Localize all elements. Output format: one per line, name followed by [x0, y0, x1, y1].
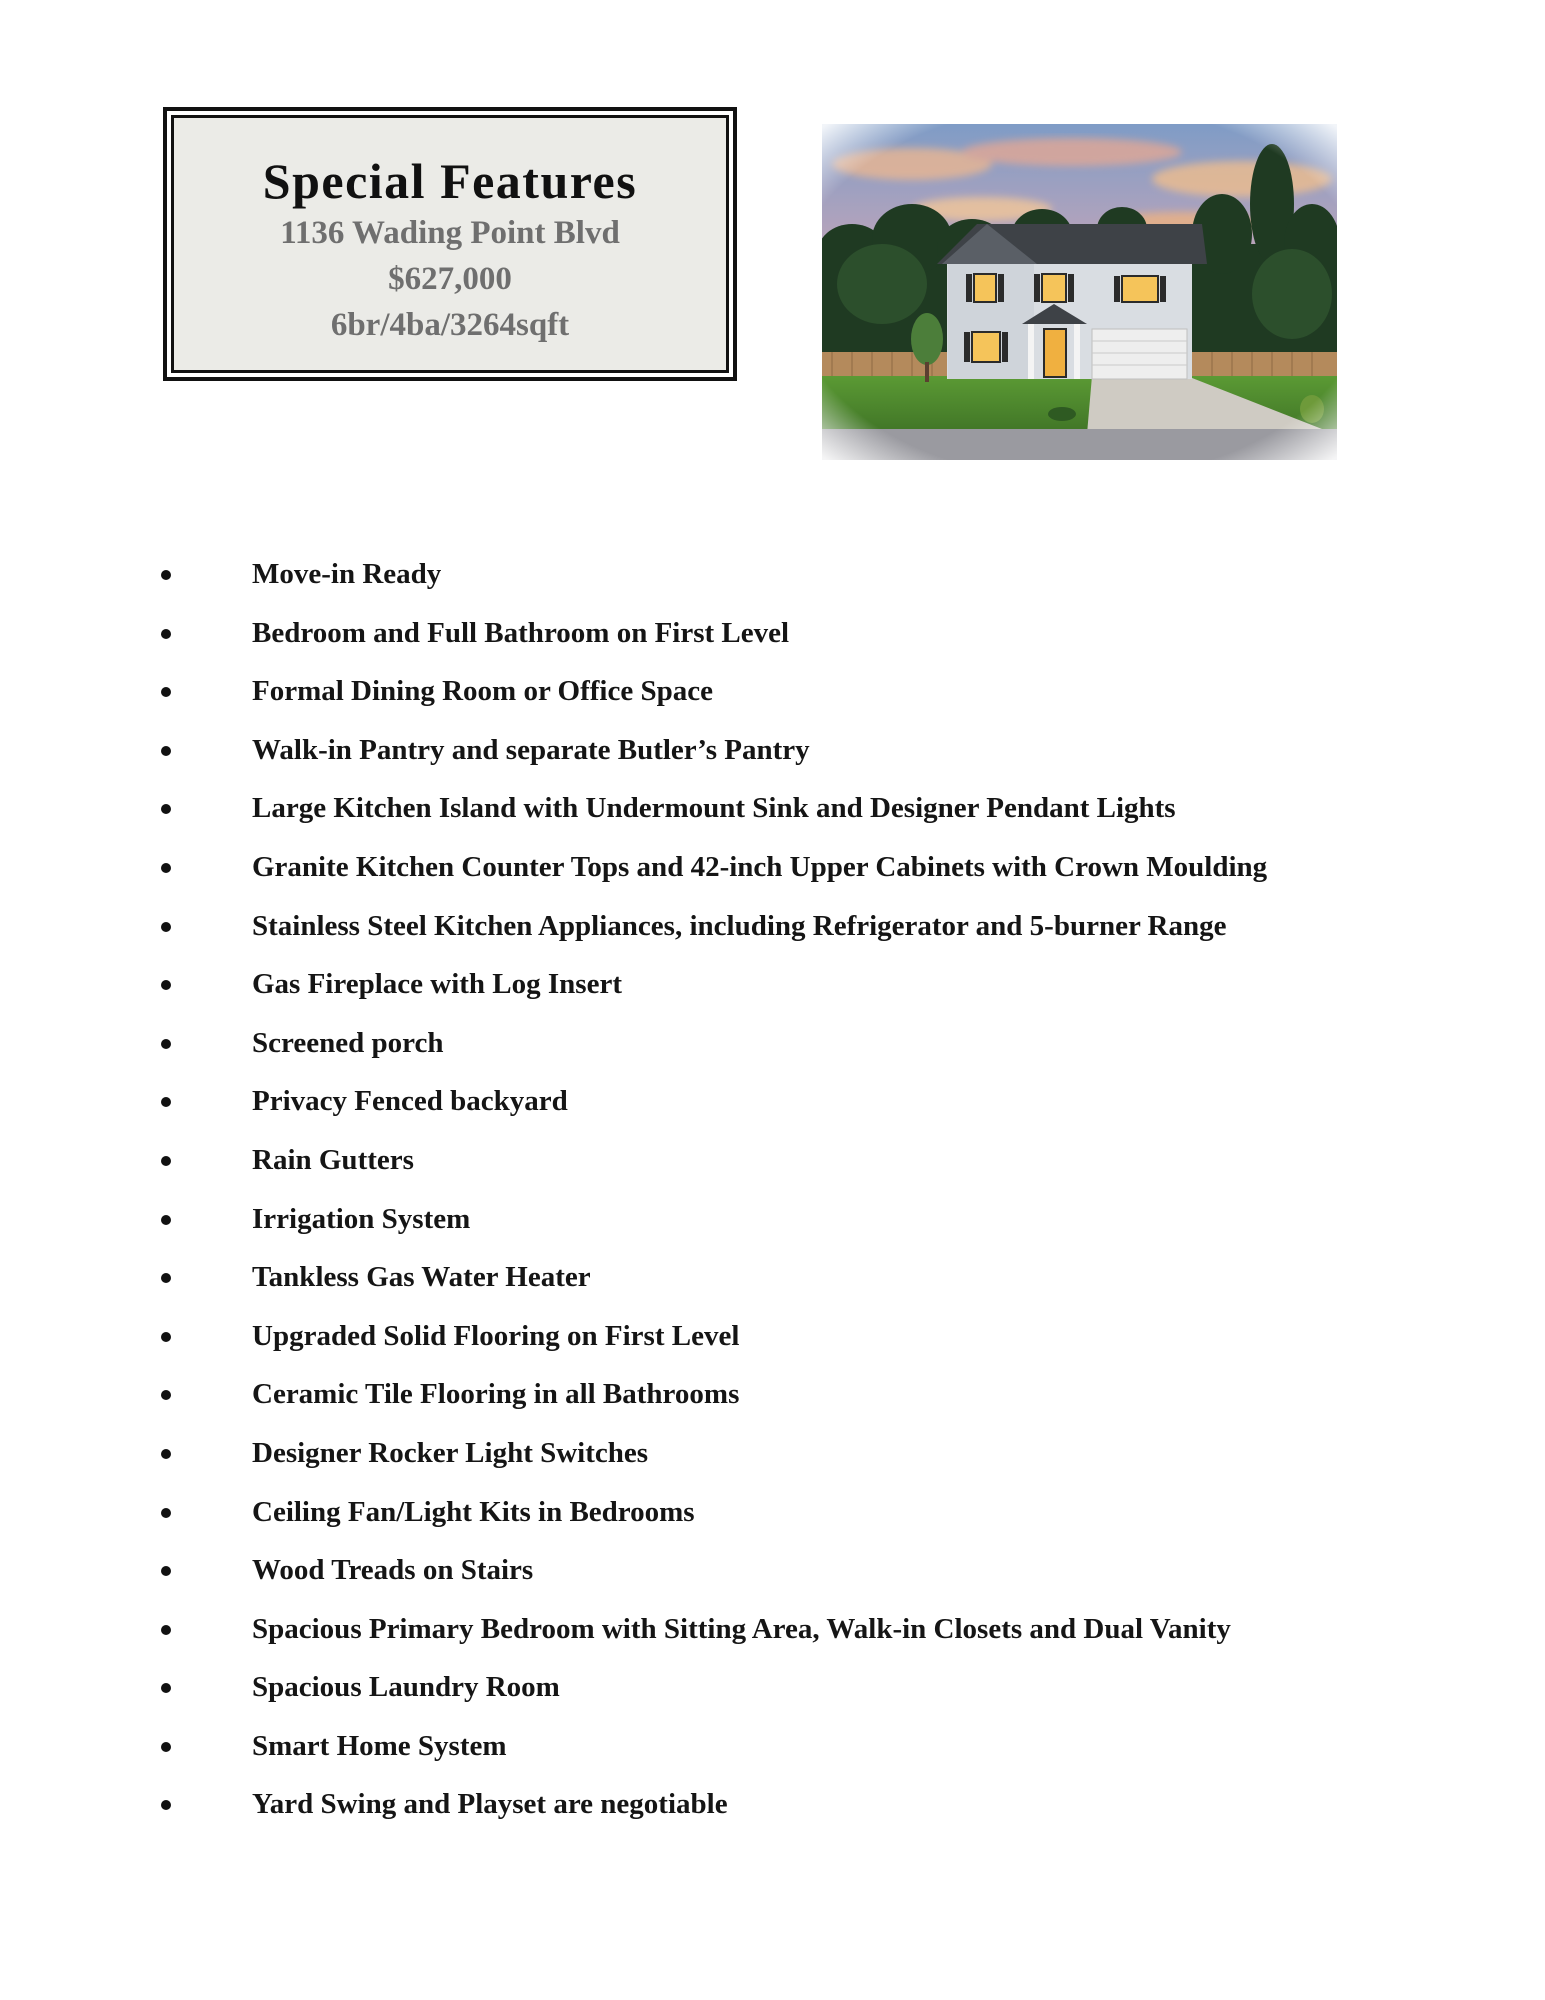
feature-text: Privacy Fenced backyard [252, 1085, 568, 1118]
bullet-icon [161, 1215, 171, 1225]
bullet-icon [161, 1156, 171, 1166]
bullet-icon [161, 1566, 171, 1576]
feature-text: Screened porch [252, 1026, 444, 1059]
list-item [0, 545, 1545, 604]
header-box [163, 107, 737, 381]
feature-list [0, 545, 1545, 1834]
bullet-icon [161, 629, 171, 639]
bullet-icon [161, 922, 171, 932]
bullet-icon [161, 1449, 171, 1459]
bullet-icon [161, 1273, 171, 1283]
bullet-icon [161, 1097, 171, 1107]
house-photo-icon [822, 124, 1337, 460]
feature-text: Move-in Ready [252, 558, 442, 590]
list-item [0, 1307, 1545, 1366]
bullet-icon [161, 746, 171, 756]
list-item [0, 955, 1545, 1014]
property-price: $627,000 [388, 261, 512, 297]
list-item [0, 1600, 1545, 1659]
list-item [0, 1365, 1545, 1424]
bullet-icon [161, 1508, 171, 1518]
list-item [0, 1424, 1545, 1483]
house-photo [822, 124, 1337, 460]
feature-text: Upgraded Solid Flooring on First Level [252, 1319, 740, 1352]
header-inner [171, 115, 729, 373]
list-item [0, 1072, 1545, 1131]
bullet-icon [161, 863, 171, 873]
feature-text: Tankless Gas Water Heater [252, 1261, 591, 1294]
feature-text: Smart Home System [252, 1729, 507, 1762]
list-item [0, 1658, 1545, 1717]
feature-text: Ceiling Fan/Light Kits in Bedrooms [252, 1495, 695, 1528]
property-specs: 6br/4ba/3264sqft [330, 307, 570, 343]
feature-text: Irrigation System [252, 1202, 471, 1235]
feature-text: Bedroom and Full Bathroom on First Level [252, 616, 790, 649]
list-item [0, 1131, 1545, 1190]
bullet-icon [161, 1683, 171, 1693]
bullet-icon [161, 1039, 171, 1049]
bullet-icon [161, 570, 171, 580]
list-item [0, 1248, 1545, 1307]
list-item [0, 1717, 1545, 1776]
list-item [0, 897, 1545, 956]
feature-text: Formal Dining Room or Office Space [252, 675, 713, 708]
bullet-icon [161, 1332, 171, 1342]
list-item [0, 1014, 1545, 1073]
bullet-icon [161, 980, 171, 990]
list-item [0, 662, 1545, 721]
list-item [0, 1483, 1545, 1542]
list-item [0, 1775, 1545, 1834]
bullet-icon [161, 804, 171, 814]
bullet-icon [161, 687, 171, 697]
list-item [0, 1541, 1545, 1600]
feature-text: Gas Fireplace with Log Insert [252, 968, 622, 1001]
feature-text: Ceramic Tile Flooring in all Bathrooms [252, 1378, 740, 1411]
feature-text: Rain Gutters [252, 1143, 414, 1176]
feature-text: Wood Treads on Stairs [252, 1554, 534, 1587]
feature-text: Large Kitchen Island with Undermount Sink and Designer Pendant Lights [252, 792, 1176, 825]
bullet-icon [161, 1625, 171, 1635]
feature-text: Granite Kitchen Counter Tops and 42-inch Upper Cabinets with Crown Moulding [252, 850, 1268, 883]
list-item [0, 779, 1545, 838]
list-item [0, 838, 1545, 897]
feature-text: Designer Rocker Light Switches [252, 1436, 649, 1469]
list-item [0, 1190, 1545, 1249]
feature-text: Yard Swing and Playset are negotiable [252, 1788, 728, 1821]
feature-text: Walk-in Pantry and separate Butler’s Pantry [252, 733, 810, 766]
list-item [0, 604, 1545, 663]
page-title: Special Features [262, 153, 638, 209]
feature-text: Spacious Laundry Room [252, 1671, 560, 1704]
property-address: 1136 Wading Point Blvd [280, 215, 620, 251]
feature-text: Stainless Steel Kitchen Appliances, including Refrigerator and 5-burner Range [252, 909, 1227, 942]
bullet-icon [161, 1390, 171, 1400]
feature-text: Spacious Primary Bedroom with Sitting Area, Walk-in Closets and Dual Vanity [252, 1612, 1231, 1645]
list-item [0, 721, 1545, 780]
bullet-icon [161, 1742, 171, 1752]
bullet-icon [161, 1800, 171, 1810]
